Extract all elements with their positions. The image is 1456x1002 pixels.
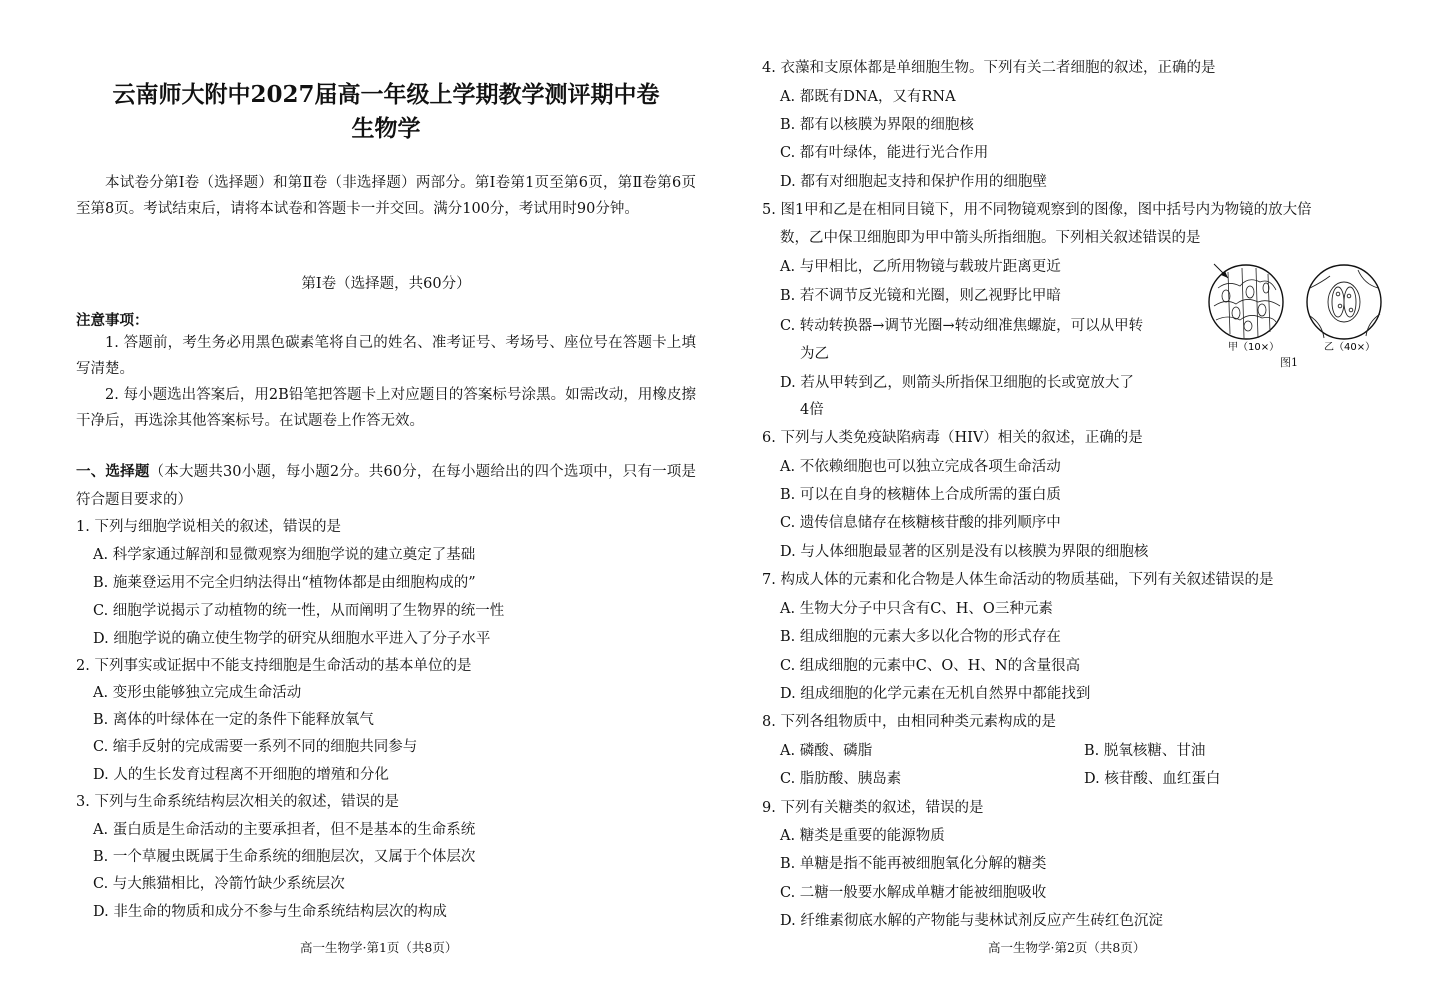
figure-label-a: 甲（10×） [1228,342,1280,353]
question-8-option-a: A. 磷酸、磷脂 [780,743,873,759]
notes-heading: 注意事项： [76,312,149,329]
question-8-stem: 8. 下列各组物质中，由相同种类元素构成的是 [762,714,1056,730]
question-8-option-d: D. 核苷酸、血红蛋白 [1084,771,1221,787]
question-1-option-c: C. 细胞学说揭示了动植物的统一性，从而阐明了生物界的统一性 [93,603,505,619]
question-7-option-b: B. 组成细胞的元素大多以化合物的形式存在 [780,629,1061,645]
question-3-stem: 3. 下列与生命系统结构层次相关的叙述，错误的是 [76,794,399,810]
question-2-option-b: B. 离体的叶绿体在一定的条件下能释放氧气 [93,712,374,728]
question-9-option-b: B. 单糖是指不能再被细胞氧化分解的糖类 [780,856,1047,872]
question-5-stem-line-2: 数，乙中保卫细胞即为甲中箭头所指细胞。下列相关叙述错误的是 [780,230,1201,246]
question-6-option-d: D. 与人体细胞最显著的区别是没有以核膜为界限的细胞核 [780,544,1149,560]
question-3-option-a: A. 蛋白质是生命活动的主要承担者，但不是基本的生命系统 [93,822,476,838]
figure-label-b: 乙（40×） [1324,342,1376,353]
title-line-2: 生物学 [351,115,421,142]
question-5-option-d-line-1: D. 若从甲转到乙，则箭头所指保卫细胞的长或宽放大了 [780,375,1134,391]
question-4-option-c: C. 都有叶绿体，能进行光合作用 [780,145,989,161]
question-1-option-a: A. 科学家通过解剖和显微观察为细胞学说的建立奠定了基础 [93,547,476,563]
part-1-description: （本大题共30小题，每小题2分。共60分，在每小题给出的四个选项中，只有一项是符合题目要求的） [76,464,697,508]
intro-paragraph: 本试卷分第Ⅰ卷（选择题）和第Ⅱ卷（非选择题）两部分。第Ⅰ卷第1页至第6页，第Ⅱ卷第6页至第8页。考试结束后，请将本试卷和答题卡一并交回。满分100分，考试用时90分钟。 [76,175,696,217]
question-5-option-a: A. 与甲相比，乙所用物镜与载玻片距离更近 [780,259,1061,275]
field-of-view-a [1209,264,1283,339]
figure-caption: 图1 [1280,356,1298,369]
question-2-option-c: C. 缩手反射的完成需要一系列不同的细胞共同参与 [93,739,418,755]
part-1-label: 一、选择题 [76,463,150,480]
page-2-footer: 高一生物学·第2页（共8页） [988,940,1146,955]
question-9-option-c: C. 二糖一般要水解成单糖才能被细胞吸收 [780,885,1047,901]
question-7-option-a: A. 生物大分子中只含有C、H、O三种元素 [780,601,1053,617]
title-line-1: 云南师大附中2027届高一年级上学期教学测评期中卷 [112,81,660,108]
question-5-stem-line-1: 5. 图1甲和乙是在相同目镜下，用不同物镜观察到的图像，图中括号内为物镜的放大倍 [762,202,1312,218]
question-9-option-a: A. 糖类是重要的能源物质 [780,828,945,844]
section-1-heading: 第Ⅰ卷（选择题，共60分） [301,276,471,292]
question-1-stem: 1. 下列与细胞学说相关的叙述，错误的是 [76,519,341,535]
question-4-option-b: B. 都有以核膜为界限的细胞核 [780,117,974,133]
question-5-option-d-line-2: 4倍 [800,402,824,418]
page-1-footer: 高一生物学·第1页（共8页） [300,940,458,955]
question-5-option-b: B. 若不调节反光镜和光圈，则乙视野比甲暗 [780,288,1061,304]
question-4-option-a: A. 都既有DNA，又有RNA [780,89,956,105]
question-4-stem: 4. 衣藻和支原体都是单细胞生物。下列有关二者细胞的叙述，正确的是 [762,60,1216,76]
question-1-option-b: B. 施莱登运用不完全归纳法得出“植物体都是由细胞构成的” [93,575,476,591]
question-6-option-c: C. 遗传信息储存在核糖核苷酸的排列顺序中 [780,515,1061,531]
question-7-option-d: D. 组成细胞的化学元素在无机自然界中都能找到 [780,686,1091,702]
question-3-option-d: D. 非生命的物质和成分不参与生命系统结构层次的构成 [93,904,447,920]
part-1-heading [76,458,696,514]
question-6-stem: 6. 下列与人类免疫缺陷病毒（HIV）相关的叙述，正确的是 [762,430,1143,446]
question-7-stem: 7. 构成人体的元素和化合物是人体生命活动的物质基础，下列有关叙述错误的是 [762,572,1274,588]
question-2-stem: 2. 下列事实或证据中不能支持细胞是生命活动的基本单位的是 [76,658,472,674]
question-5-option-c-line-2: 为乙 [800,346,829,362]
question-7-option-c: C. 组成细胞的元素中C、O、H、N的含量很高 [780,658,1081,674]
question-1-option-d: D. 细胞学说的确立使生物学的研究从细胞水平进入了分子水平 [93,631,491,647]
question-2-option-a: A. 变形虫能够独立完成生命活动 [93,685,302,701]
exam-title [76,78,696,146]
question-5-option-c-line-1: C. 转动转换器→调节光圈→转动细准焦螺旋，可以从甲转 [780,318,1144,334]
question-6-option-b: B. 可以在自身的核糖体上合成所需的蛋白质 [780,487,1061,503]
question-3-option-b: B. 一个草履虫既属于生命系统的细胞层次，又属于个体层次 [93,849,476,865]
note-1: 1. 答题前，考生务必用黑色碳素笔将自己的姓名、准考证号、考场号、座位号在答题卡上填写清楚。 [76,335,696,377]
question-8-option-c: C. 脂肪酸、胰岛素 [780,771,902,787]
question-9-stem: 9. 下列有关糖类的叙述，错误的是 [762,800,984,816]
question-6-option-a: A. 不依赖细胞也可以独立完成各项生命活动 [780,459,1061,475]
question-2-option-d: D. 人的生长发育过程离不开细胞的增殖和分化 [93,767,389,783]
question-9-option-d: D. 纤维素彻底水解的产物能与斐林试剂反应产生砖红色沉淀 [780,913,1163,929]
field-of-view-b [1307,265,1381,339]
note-2: 2. 每小题选出答案后，用2B铅笔把答题卡上对应题目的答案标号涂黑。如需改动，用橡皮擦干净后，再选涂其他答案标号。在试题卷上作答无效。 [76,387,696,429]
question-8-option-b: B. 脱氧核糖、甘油 [1084,743,1206,759]
question-3-option-c: C. 与大熊猫相比，冷箭竹缺少系统层次 [93,876,345,892]
question-4-option-d: D. 都有对细胞起支持和保护作用的细胞壁 [780,174,1047,190]
